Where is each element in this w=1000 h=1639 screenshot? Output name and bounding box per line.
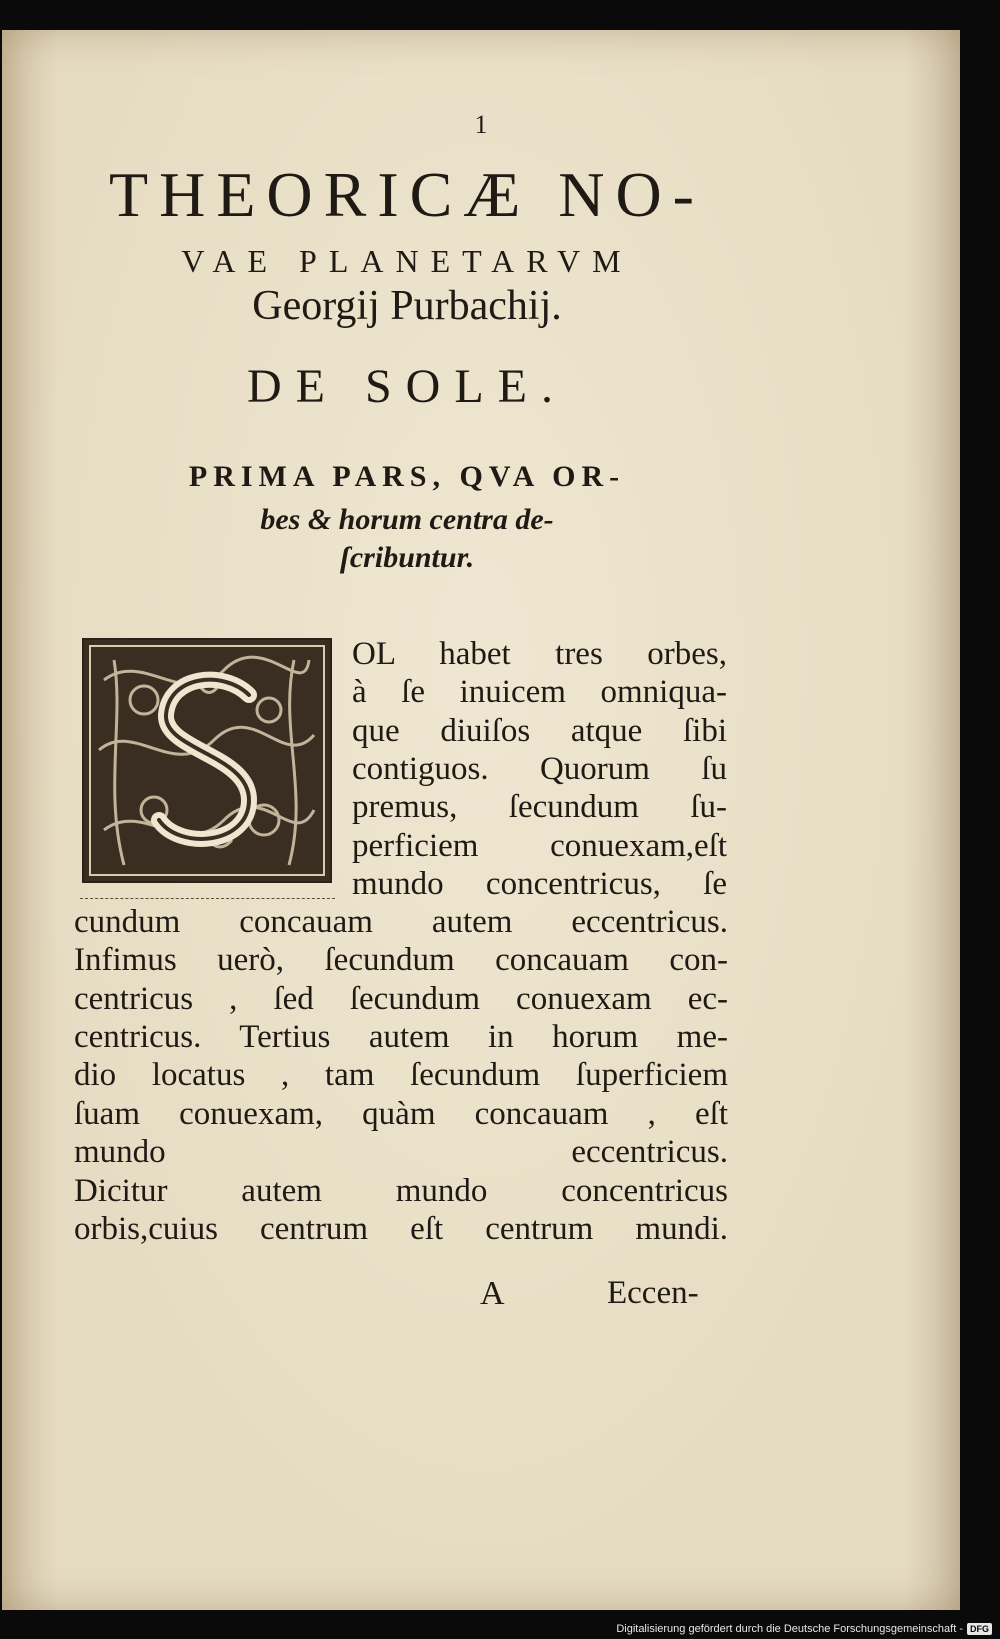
- text-line: OL habet tres orbes,: [352, 636, 727, 672]
- digitization-footer: [616, 1623, 992, 1635]
- signature-mark: 1: [474, 110, 488, 139]
- subheading-line-1: PRIMA PARS, QVA OR-: [188, 460, 626, 493]
- text-line: premus, ſecundum ſu-: [352, 789, 727, 826]
- title-line-1: THEORICÆ NO-: [109, 159, 705, 230]
- text-line: orbis,cuius centrum eſt centrum mundi.: [74, 1211, 728, 1248]
- text-line: Infimus uerò, ſecundum concauam con-: [74, 942, 728, 979]
- text-line: contiguos. Quorum ſu: [352, 750, 727, 787]
- text-line: à ſe inuicem omniqua-: [352, 674, 727, 711]
- footer-text: Digitalisierung gefördert durch die Deutsche Forschungsgemeinschaft -: [616, 1623, 963, 1635]
- text-line: centricus , ſed ſecundum conuexam ec-: [74, 980, 728, 1017]
- text-line: Dicitur autem mundo concentricus: [74, 1173, 728, 1209]
- text-line: dio locatus , tam ſecundum ſuperficiem: [74, 1057, 728, 1094]
- text-line: centricus. Tertius autem in horum me-: [74, 1018, 728, 1055]
- section-heading: DE SOLE.: [247, 360, 567, 413]
- initial-rule: [80, 898, 335, 899]
- text-line: mundo eccentricus.: [74, 1133, 728, 1170]
- subheading-line-3: ſcribuntur.: [339, 541, 475, 574]
- text-line: que diuiſos atque ſibi: [352, 712, 727, 749]
- text-line: perficiem conuexam,eſt: [352, 827, 727, 864]
- signature-letter: A: [480, 1275, 505, 1312]
- decorated-initial-art: [84, 640, 330, 881]
- dfg-logo-icon: DFG: [967, 1623, 992, 1635]
- catchword: Eccen-: [607, 1275, 699, 1311]
- subheading-line-2: bes & horum centra de-: [260, 503, 554, 536]
- decorated-initial: [82, 638, 332, 883]
- text-line: ſuam conuexam, quàm concauam , eſt: [74, 1095, 728, 1132]
- title-line-2: VAE PLANETARVM: [181, 243, 633, 279]
- text-line: cundum concauam autem eccentricus.: [74, 904, 728, 940]
- text-line: mundo concentricus, ſe: [352, 865, 727, 902]
- book-page: [2, 30, 960, 1610]
- title-line-3: Georgij Purbachij.: [252, 283, 562, 329]
